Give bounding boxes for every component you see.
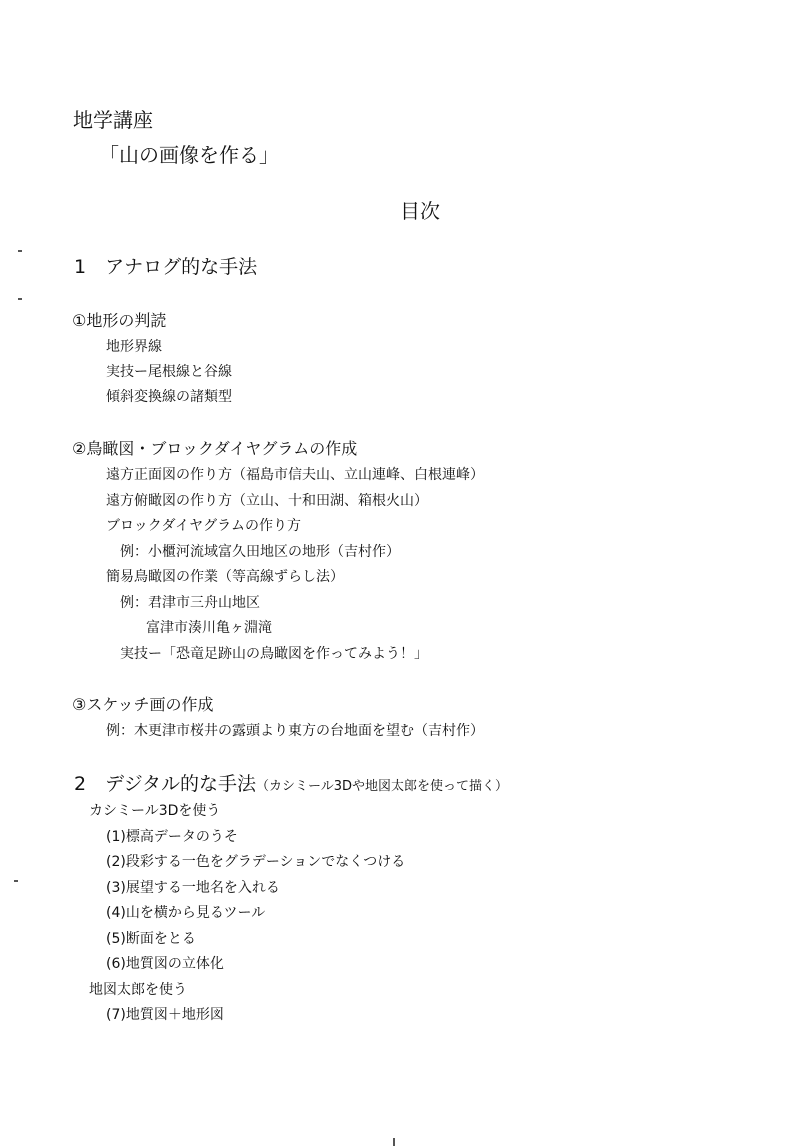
list-item: (2)段彩する一色をグラデーションでなくつける [106, 854, 406, 870]
list-item: 傾斜変換線の諸類型 [106, 389, 232, 405]
part2-heading [74, 775, 508, 794]
list-item: (5)断面をとる [106, 931, 196, 947]
list-item: (3)展望する一地名を入れる [106, 880, 280, 896]
list-item: ブロックダイヤグラムの作り方 [106, 518, 302, 534]
list-item: (6)地質図の立体化 [106, 956, 224, 972]
part1-heading: 1 アナログ的な手法 [74, 256, 258, 278]
list-item: 例：小櫃河流域富久田地区の地形（吉村作） [120, 544, 400, 560]
list-item: 簡易鳥瞰図の作業（等高線ずらし法） [106, 569, 344, 585]
part2-note: （カシミール3Dや地図太郎を使って描く） [255, 779, 508, 794]
list-item: 実技ー「恐竜足跡山の鳥瞰図を作ってみよう！」 [120, 646, 428, 662]
scan-mark [18, 298, 22, 300]
list-item: 例：君津市三舟山地区 [120, 595, 260, 611]
list-item: (7)地質図＋地形図 [106, 1007, 224, 1023]
list-item: 遠方俯瞰図の作り方（立山、十和田湖、箱根火山） [106, 493, 428, 509]
list-item: 実技ー尾根線と谷線 [106, 364, 232, 380]
list-item: (1)標高データのうそ [106, 829, 238, 845]
section3-heading: ③スケッチ画の作成 [72, 695, 214, 714]
list-item: (4)山を横から見るツール [106, 905, 266, 921]
list-item: 遠方正面図の作り方（福島市信夫山、立山連峰、白根連峰） [106, 467, 484, 483]
document-title: 「山の画像を作る」 [99, 143, 279, 167]
course-title: 地学講座 [73, 108, 153, 132]
section1-heading: ①地形の判読 [72, 311, 167, 330]
section2-heading: ②鳥瞰図・ブロックダイヤグラムの作成 [72, 439, 358, 458]
list-item: 地形界線 [106, 339, 162, 355]
scan-mark [14, 880, 18, 882]
group2-heading: 地図太郎を使う [89, 982, 187, 998]
part2-heading-text: 2 デジタル的な手法 [74, 773, 256, 795]
scan-mark [393, 1138, 395, 1146]
list-item: 例：木更津市桜井の露頭より東方の台地面を望む（吉村作） [106, 723, 484, 739]
toc-heading: 目次 [400, 199, 440, 223]
list-item: 富津市湊川亀ヶ淵滝 [146, 620, 272, 636]
group1-heading: カシミール3Dを使う [89, 803, 221, 819]
scan-mark [18, 250, 22, 252]
